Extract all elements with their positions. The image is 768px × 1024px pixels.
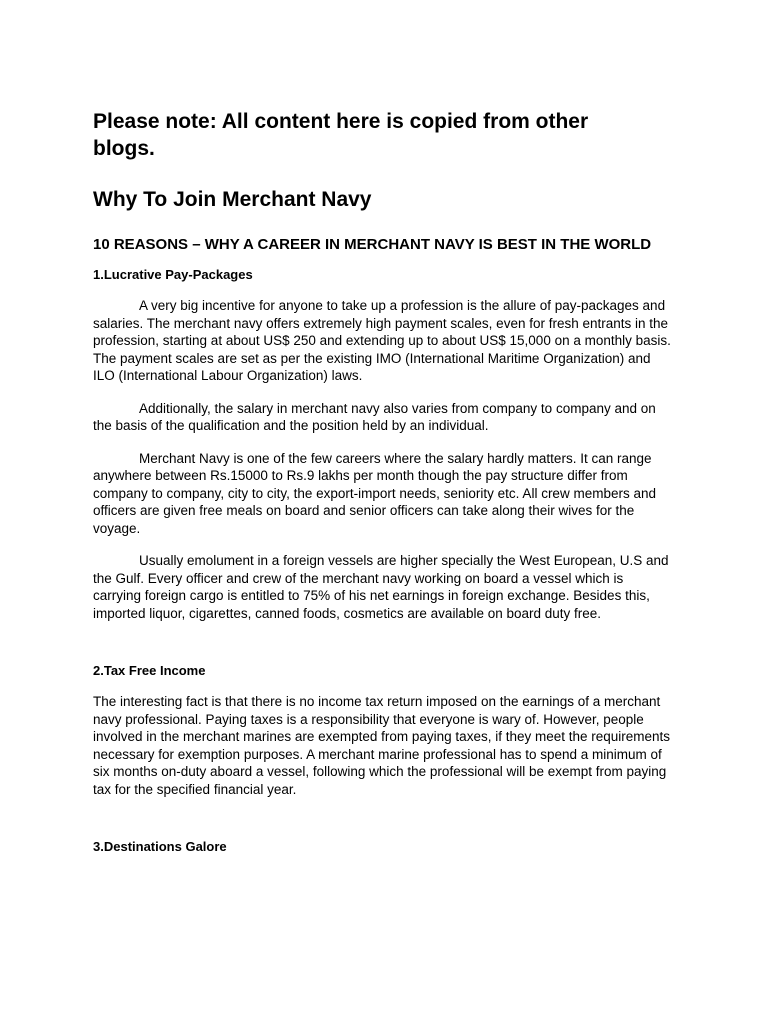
section-heading-destinations: 3.Destinations Galore	[93, 839, 227, 854]
paragraph: Additionally, the salary in merchant navy also varies from company to company and on the basis of the qualification and the position held by an individual.	[93, 400, 656, 433]
section-heading-pay: 1.Lucrative Pay-Packages	[93, 267, 253, 282]
section-heading-tax: 2.Tax Free Income	[93, 663, 206, 678]
page-title: Why To Join Merchant Navy	[93, 188, 372, 211]
note-heading: Please note: All content here is copied from other blogs.	[93, 110, 589, 160]
paragraph: The interesting fact is that there is no income tax return imposed on the earnings of a merchant navy professional. Paying taxes is a responsibility that everyone is wary of. However, people involved in the merchant marines are exempted from paying taxes, if they meet the requirements necessary for exemption purposes. A merchant marine professional has to spend a minimum of six months on-duty aboard a vessel, following which the professional will be exempt from paying tax for the specified financial year.	[93, 694, 671, 797]
paragraph: A very big incentive for anyone to take up a profession is the allure of pay-packages and salaries. The merchant navy offers extremely high payment scales, even for fresh entrants in the profession, starting at about US$ 250 and extending up to about US$ 15,000 on a monthly basis. The payment scales are set as per the existing IMO (International Maritime Organization) and ILO (International Labour Organization) laws.	[93, 298, 671, 383]
paragraph: Usually emolument in a foreign vessels are higher specially the West European, U.S and the Gulf. Every officer and crew of the merchant navy working on board a vessel which is carrying foreign cargo is entitled to 75% of his net earnings in foreign exchange. Besides this, imported liquor, cigarettes, canned foods, cosmetics are available on board duty free.	[93, 553, 669, 621]
subtitle: 10 REASONS – WHY A CAREER IN MERCHANT NAVY IS BEST IN THE WORLD	[93, 236, 652, 253]
paragraph: Merchant Navy is one of the few careers where the salary hardly matters. It can range anywhere between Rs.15000 to Rs.9 lakhs per month though the pay structure differ from company to company, city to city, the export-import needs, seniority etc. All crew members and officers are given free meals on board and senior officers can take along their wives for the voyage.	[93, 450, 656, 536]
